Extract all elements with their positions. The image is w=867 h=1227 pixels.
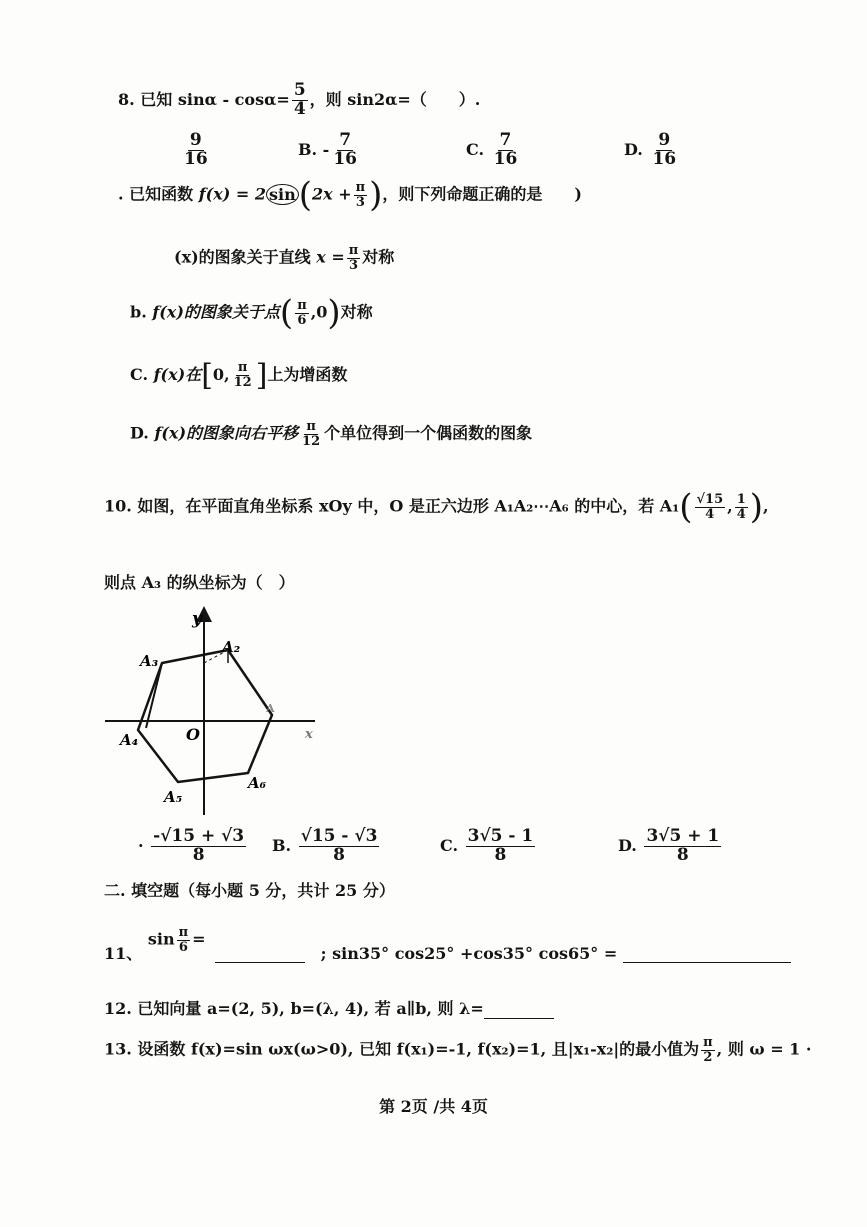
- q10-option-d-fraction: [644, 828, 721, 865]
- q10-option-a-label: ·: [138, 835, 144, 855]
- q9-function: f(x) = 2: [198, 184, 266, 204]
- q8-stem-suffix: ，则 sin2α=（ ）.: [309, 89, 481, 109]
- aux-line-a1: [262, 715, 272, 740]
- q9-option-c-bracket-open: [: [201, 358, 213, 393]
- q10-line1-end: ,: [763, 496, 769, 516]
- q8-option-d: [624, 132, 680, 169]
- vertex-a3-label: A₃: [140, 652, 159, 670]
- q9-option-c: [130, 358, 347, 393]
- q9-option-c-tail: 上为增函数: [267, 365, 348, 384]
- q9-option-b-label: b.: [130, 302, 147, 322]
- q11-frac-num: π: [178, 925, 189, 940]
- q10-option-b-num: √15 - √3: [300, 826, 378, 846]
- q9-option-d-text: f(x)的图象向右平移: [154, 423, 299, 443]
- q13-frac-den: 2: [703, 1049, 713, 1065]
- q8-option-a-num: 9: [189, 130, 202, 150]
- q11-blank-2[interactable]: [623, 962, 791, 963]
- x-axis-label: x: [305, 727, 313, 742]
- q10-point-x-num: √15: [696, 491, 724, 507]
- q9-option-b-paren-close: ): [327, 293, 341, 333]
- origin-label: O: [186, 725, 200, 744]
- q9-option-d-tail: 个单位得到一个偶函数的图象: [324, 423, 533, 443]
- q9-stem-suffix: ，则下列命题正确的是 ): [382, 184, 582, 204]
- q8-option-a: [180, 132, 212, 169]
- q12-text: 12. 已知向量 a=(2, 5), b=(λ, 4), 若 a∥b, 则 λ=: [104, 999, 484, 1018]
- q10-option-d-den: 8: [676, 844, 689, 865]
- q11-fraction: [177, 926, 191, 954]
- q10-option-b: [272, 828, 381, 865]
- q8-option-c-den: 16: [493, 148, 518, 169]
- q9-option-d-label: D.: [130, 423, 149, 443]
- q10-option-d-label: D.: [618, 835, 637, 855]
- q9-option-c-bracket-close: ]: [255, 358, 268, 393]
- q10-option-c-fraction: [466, 828, 536, 865]
- q8-option-c-label: C.: [466, 139, 485, 159]
- q9-frac-den: 3: [355, 194, 365, 210]
- q9-option-c-label: C.: [130, 365, 149, 384]
- aux-line-a3: [146, 663, 162, 728]
- q8-stem-prefix: 已知 sinα - cosα=: [140, 89, 290, 109]
- q8-frac-num: 5: [293, 80, 306, 100]
- q8-option-c: [466, 132, 521, 169]
- q10-option-a-num: -√15 + √3: [153, 826, 245, 846]
- q9-paren-open: (: [298, 175, 312, 215]
- q10-option-c-num: 3√5 - 1: [467, 826, 534, 846]
- q8-option-b-label: B.: [298, 139, 318, 159]
- q9-option-b: [130, 293, 373, 333]
- q10-line1-text: 10. 如图，在平面直角坐标系 xOy 中，O 是正六边形 A₁A₂⋯A₆ 的中心，若 A₁: [104, 496, 680, 516]
- q8-option-b-sign: -: [322, 139, 330, 159]
- q10-option-a-den: 8: [192, 844, 205, 865]
- q8-stem: [118, 82, 480, 119]
- q9-option-b-text: f(x)的图象关于点: [152, 302, 280, 322]
- q8-option-c-num: 7: [499, 130, 512, 150]
- vertex-a2-label: A₂: [222, 638, 241, 656]
- q9-option-c-fraction: [232, 361, 254, 389]
- q10-option-b-label: B.: [272, 835, 292, 855]
- q10-paren-close: ): [749, 487, 764, 527]
- q11-sin-expr: [148, 926, 206, 954]
- vertex-a1-label: A: [266, 702, 275, 715]
- q11: [104, 926, 791, 964]
- q9-option-a-text: (x)的图象关于直线: [174, 247, 311, 267]
- q10-stem-line2: [104, 570, 295, 593]
- q9-option-c-den: 12: [233, 375, 252, 390]
- q10-option-d: [618, 828, 723, 865]
- q13: [104, 1036, 811, 1064]
- q8-option-b-fraction: [331, 132, 359, 169]
- hexagon-diagram: [100, 600, 330, 820]
- q9-option-b-fraction: [295, 299, 309, 327]
- page-footer: 第 2页 /共 4页: [379, 1097, 488, 1116]
- q9-option-b-tail: 对称: [340, 302, 373, 322]
- q10-point-x: [695, 493, 726, 521]
- q10-option-d-num: 3√5 + 1: [646, 826, 720, 846]
- q10-point-y-num: 1: [736, 491, 746, 507]
- q8-option-a-den: 16: [184, 148, 208, 169]
- q12-blank[interactable]: [484, 1000, 554, 1019]
- q9-option-a-tail: 对称: [362, 247, 395, 267]
- q11-middle: ; sin35° cos25° +cos35° cos65° =: [320, 944, 618, 963]
- q9-option-b-den: 6: [297, 312, 307, 328]
- q10-option-a-fraction: [151, 828, 246, 865]
- q9-frac-num: π: [355, 179, 366, 195]
- q8-option-b-num: 7: [339, 130, 352, 150]
- q11-blank-1[interactable]: [215, 962, 305, 963]
- q8-fraction: [292, 82, 308, 119]
- q10-stem-line1: 10. 如图，在平面直角坐标系 xOy 中，O 是正六边形 A₁A₂⋯A₆ 的中心，若 A₁( $\frac{√15}{4}$ , $\frac{1}{4}$ ),: [104, 487, 769, 527]
- q11-equals: =: [192, 929, 206, 949]
- q9-option-a: [174, 244, 394, 272]
- q9-stem: [118, 175, 582, 215]
- y-axis-label: y: [192, 609, 202, 629]
- q10-option-a: [138, 828, 248, 865]
- q9-option-d-fraction: [300, 420, 322, 448]
- vertex-a6-label: A₆: [248, 774, 267, 792]
- q10-point-x-den: 4: [705, 506, 715, 522]
- q11-frac-den: 6: [178, 939, 188, 955]
- q10-option-c-den: 8: [494, 844, 507, 865]
- q10-point-y-den: 4: [736, 506, 746, 522]
- q9-option-c-zero: 0,: [212, 365, 230, 384]
- q8-frac-den: 4: [293, 98, 306, 119]
- vertex-a5-label: A₅: [164, 788, 183, 806]
- q13-tail: , 则 ω = 1 ·: [716, 1039, 812, 1059]
- q8-option-c-fraction: [492, 132, 520, 169]
- q8-option-d-label: D.: [624, 139, 643, 159]
- q13-text: 13. 设函数 f(x)=sin ωx(ω>0), 已知 f(x₁)=-1, f(x₂)=1, 且|x₁-x₂|的最小值为: [104, 1039, 700, 1059]
- q8-option-b: [298, 132, 361, 169]
- q8-option-b-den: 16: [333, 148, 357, 169]
- q9-option-c-num: π: [237, 360, 248, 376]
- q12: [104, 996, 554, 1019]
- section-fill-in-title: 二. 填空题（每小题 5 分，共计 25 分）: [104, 881, 395, 900]
- q8-number: 8.: [118, 89, 135, 109]
- q9-option-b-num: π: [297, 297, 307, 313]
- q8-option-d-den: 16: [652, 148, 677, 169]
- q9-paren-close: ): [369, 175, 383, 215]
- q9-sin-circled: sin: [266, 184, 299, 205]
- q9-option-a-num: π: [348, 243, 359, 258]
- q10-option-b-fraction: [299, 828, 380, 865]
- q10-point-y: [735, 493, 748, 521]
- q9-option-a-var: x =: [316, 247, 345, 267]
- vertex-a4-label: A₄: [120, 731, 139, 749]
- q9-option-a-den: 3: [349, 257, 359, 273]
- q9-option-d-num: π: [306, 419, 316, 434]
- q9-option-c-text: f(x)在: [153, 365, 202, 384]
- q11-sin: sin: [147, 929, 175, 949]
- q8-option-d-fraction: [650, 132, 678, 169]
- q9-argument: 2x +: [311, 184, 352, 204]
- q13-frac-num: π: [703, 1035, 713, 1050]
- q9-option-a-fraction: [347, 244, 361, 272]
- q8-option-a-fraction: [182, 132, 210, 169]
- q10-option-c: [440, 828, 537, 865]
- q9-fraction: [354, 181, 368, 209]
- q9-option-b-zero: ,0: [310, 302, 328, 322]
- q13-fraction: [701, 1036, 715, 1064]
- q10-option-b-den: 8: [333, 844, 345, 865]
- q9-option-b-paren-open: (: [279, 293, 294, 333]
- q8-option-d-num: 9: [658, 130, 671, 150]
- q9-stem-prefix: . 已知函数: [118, 184, 194, 204]
- q10-option-c-label: C.: [440, 835, 459, 855]
- q11-number: 11、: [104, 944, 143, 963]
- q9-option-d: [130, 420, 532, 448]
- q10-paren-open: (: [679, 487, 693, 527]
- q10-line2-text: 则点 A₃ 的纵坐标为（ ）: [104, 573, 295, 592]
- q9-option-d-den: 12: [302, 433, 321, 449]
